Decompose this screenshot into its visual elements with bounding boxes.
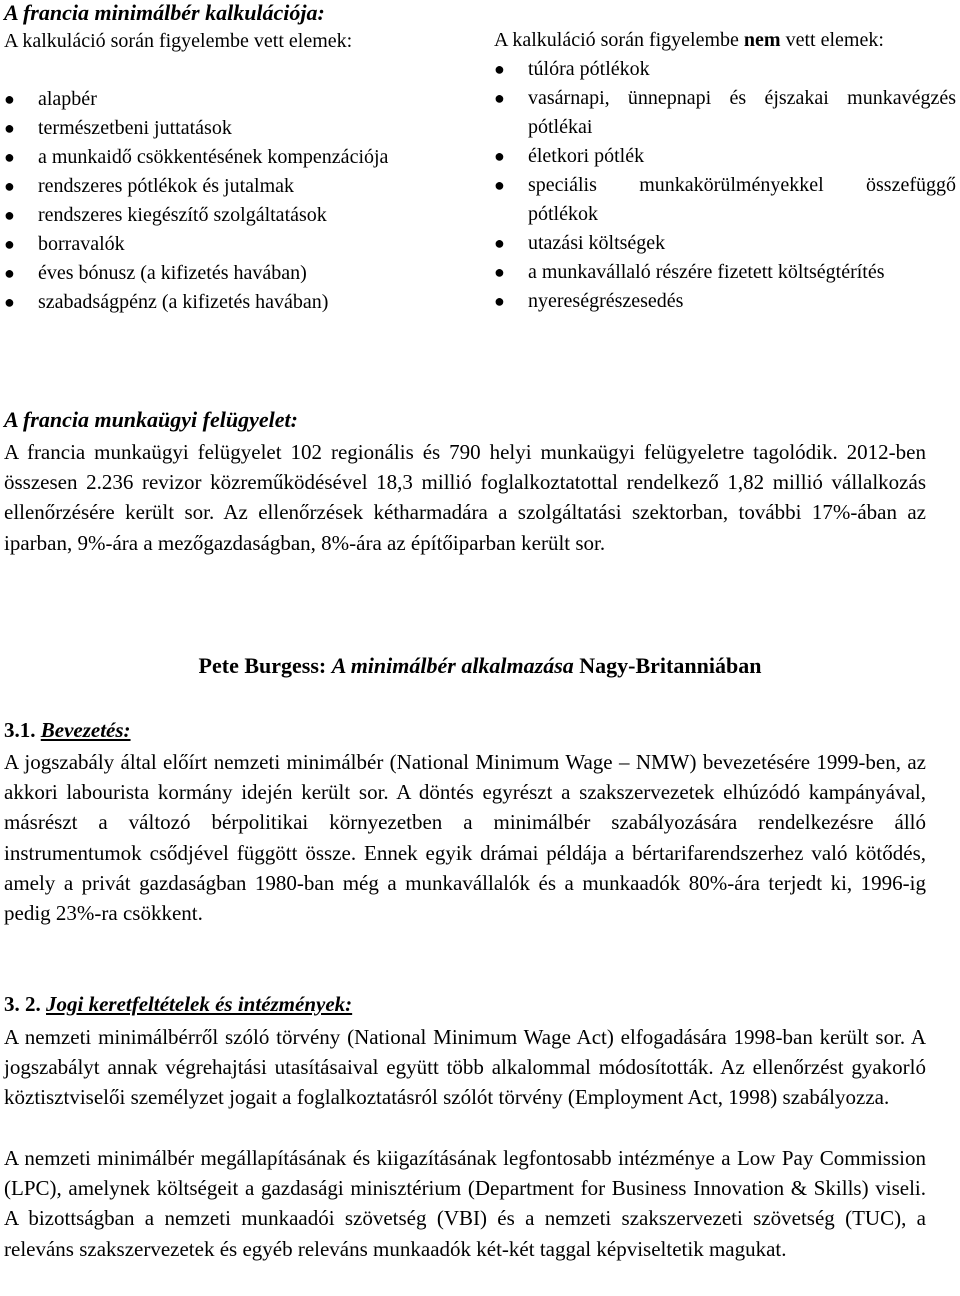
article-author: Pete Burgess: bbox=[198, 653, 327, 678]
included-elements-column bbox=[4, 27, 466, 317]
list-item: ● a munkavállaló részére fizetett költségtérítés bbox=[494, 258, 956, 287]
labour-inspection-paragraph: A francia munkaügyi felügyelet 102 regionális és 790 helyi munkaügyi felügyeletre tagolódik. 2012-ben összesen 2.236 revizor közreműködésével 18,3 millió foglalkoztatottal rendelkező 1,82 millió vállalkozás ellenőrzésére került sor. Az ellenőrzések kétharmadára a szolgáltatási szektorban, további 17%-ában az iparban, 9%-ára a mezőgazdaságban, 8%-ára az építőiparban került sor. bbox=[4, 440, 926, 555]
bullet-icon: ● bbox=[494, 146, 505, 166]
bullet-icon: ● bbox=[4, 89, 15, 109]
bullet-icon: ● bbox=[4, 118, 15, 138]
list-item: ● szabadságpénz (a kifizetés havában) bbox=[4, 288, 466, 317]
list-item: ● életkori pótlék bbox=[494, 142, 956, 171]
bullet-icon: ● bbox=[494, 233, 505, 253]
section-number: 3.1. bbox=[4, 718, 36, 742]
section-number: 3. 2. bbox=[4, 992, 41, 1016]
bullet-icon: ● bbox=[494, 88, 505, 108]
list-item: ● túlóra pótlékok bbox=[494, 55, 956, 84]
section-title-french-labour-inspection: A francia munkaügyi felügyelet: bbox=[4, 407, 298, 432]
included-elements-list bbox=[4, 85, 466, 317]
list-item: ● alapbér bbox=[4, 85, 466, 114]
bullet-icon: ● bbox=[4, 205, 15, 225]
bullet-icon: ● bbox=[494, 262, 505, 282]
excluded-elements-column bbox=[494, 26, 956, 316]
section-title-french-calculation: A francia minimálbér kalkulációja: bbox=[4, 0, 325, 25]
list-item: ● rendszeres kiegészítő szolgáltatások bbox=[4, 201, 466, 230]
list-item: ● vasárnapi, ünnepnapi és éjszakai munkavégzés pótlékai bbox=[494, 84, 956, 142]
bullet-icon: ● bbox=[4, 234, 15, 254]
legal-framework-paragraph-1: A nemzeti minimálbérről szóló törvény (National Minimum Wage Act) elfogadására 1998-ban került sor. A jogszabályt annak végrehajtási utasításaival együtt több alkalommal módosították. Az ellenőrzést gyakorló köztisztviselői személyzet jogait a foglalkoztatásról szólót törvény (Employment Act, 1998) szabályozza. bbox=[4, 1025, 926, 1110]
bullet-icon: ● bbox=[494, 291, 505, 311]
bullet-icon: ● bbox=[494, 175, 505, 195]
excluded-elements-lead: A kalkuláció során figyelembe nem vett elemek: bbox=[494, 29, 884, 51]
article-title-tail: Nagy-Britanniában bbox=[579, 653, 762, 678]
bullet-icon: ● bbox=[4, 292, 15, 312]
article-title bbox=[0, 653, 960, 679]
bullet-icon: ● bbox=[4, 263, 15, 283]
bullet-icon: ● bbox=[4, 147, 15, 167]
excluded-elements-list bbox=[494, 55, 956, 316]
included-elements-lead: A kalkuláció során figyelembe vett elemek: bbox=[4, 30, 353, 52]
list-item: ● borravalók bbox=[4, 230, 466, 259]
list-item: ● rendszeres pótlékok és jutalmak bbox=[4, 172, 466, 201]
list-item: ● nyereségrészesedés bbox=[494, 287, 956, 316]
list-item: ● a munkaidő csökkentésének kompenzációja bbox=[4, 143, 466, 172]
section-heading-text: Bevezetés: bbox=[40, 718, 131, 742]
bullet-icon: ● bbox=[4, 176, 15, 196]
list-item: ● speciális munkakörülményekkel összefüggő pótlékok bbox=[494, 171, 956, 229]
section-heading-introduction bbox=[4, 718, 131, 743]
list-item: ● utazási költségek bbox=[494, 229, 956, 258]
list-item: ● természetbeni juttatások bbox=[4, 114, 466, 143]
section-heading-text: Jogi keretfeltételek és intézmények: bbox=[46, 992, 353, 1016]
introduction-paragraph: A jogszabály által előírt nemzeti minimálbér (National Minimum Wage – NMW) bevezetésére 1999-ben, az akkori labourista kormány idején került sor. A döntés egyrészt a szakszervezetek elhúzódó kampányával, másrészt a változó bérpolitikai környezetben a minimálbér szabályozására rendelkezésre álló instrumentumok csődjével függött össze. Ennek egyik drámai példája a bértarifarendszerhez való kötődés, amely a privát gazdaságban 1980-ban még a munkavállalók és a munkaadók 80%-ára terjedt ki, 1996-ig pedig 23%-ra csökkent. bbox=[4, 750, 926, 926]
list-item: ● éves bónusz (a kifizetés havában) bbox=[4, 259, 466, 288]
bullet-icon: ● bbox=[494, 59, 505, 79]
emphasis-nem: nem bbox=[743, 29, 781, 51]
legal-framework-paragraph-2: A nemzeti minimálbér megállapításának és kiigazításának legfontosabb intézménye a Low Pay Commission (LPC), amelynek költségeit a gazdasági minisztérium (Department for Business Innovation & Skills) viseli. A bizottságban a nemzeti munkaadói szövetség (VBI) és a nemzeti szakszervezeti szövetség (TUC), a releváns szakszervezetek és egyéb releváns munkaadók két-két taggal képviseltetik magukat. bbox=[4, 1146, 926, 1261]
article-title-italic: A minimálbér alkalmazása bbox=[331, 653, 574, 678]
section-heading-legal-framework bbox=[4, 992, 352, 1017]
